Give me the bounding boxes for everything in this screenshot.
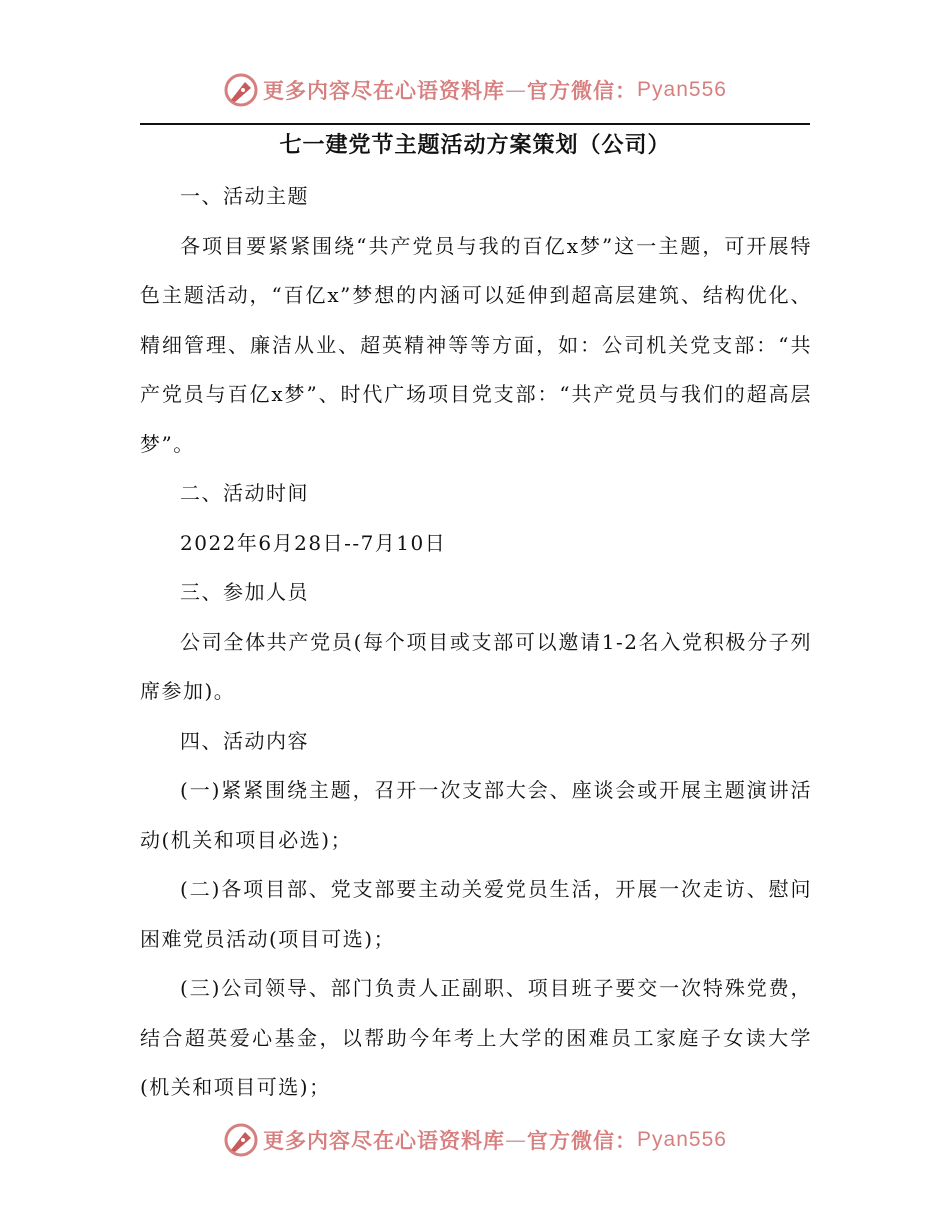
banner-text: 更多内容尽在心语资料库: [263, 79, 506, 103]
header-rule: [140, 123, 810, 125]
body-paragraph: 2022年6月28日--7月10日: [180, 530, 447, 555]
banner-contact-label: 官方微信：: [527, 1129, 638, 1153]
document-body: [140, 172, 812, 1113]
banner-separator: —: [505, 1128, 528, 1152]
pen-nib-circle-logo-icon: [223, 72, 259, 108]
section-heading: 三、参加人员: [180, 580, 309, 604]
body-paragraph: 公司全体共产党员(每个项目或支部可以邀请1-2名入党积极分子列席参加)。: [140, 629, 812, 703]
document-title: 七一建党节主题活动方案策划（公司）: [279, 133, 671, 158]
section-heading: 二、活动时间: [180, 481, 309, 505]
banner-separator: —: [505, 78, 528, 102]
body-paragraph: 各项目要紧紧围绕“共产党员与我的百亿x梦”这一主题，可开展特色主题活动，“百亿x”梦想的内涵可以延伸到超高层建筑、结构优化、精细管理、廉洁从业、超英精神等等方面，如：公司机关党支部：“共产党员与百亿x梦”、时代广场项目党支部：“共产党员与我们的超高层梦”。: [140, 233, 812, 456]
banner-text: 更多内容尽在心语资料库: [263, 1129, 506, 1153]
pen-nib-circle-logo-icon: [223, 1122, 259, 1158]
section-heading: 一、活动主题: [180, 184, 309, 208]
header-banner: [0, 70, 950, 110]
footer-banner: [0, 1120, 950, 1160]
section-heading: 四、活动内容: [180, 728, 309, 753]
banner-contact-label: 官方微信：: [527, 79, 638, 103]
body-paragraph: (三)公司领导、部门负责人正副职、项目班子要交一次特殊党费，结合超英爱心基金，以帮助今年考上大学的困难员工家庭子女读大学(机关和项目可选)；: [140, 976, 812, 1099]
body-paragraph: (一)紧紧围绕主题，召开一次支部大会、座谈会或开展主题演讲活动(机关和项目必选)；: [140, 778, 812, 852]
body-paragraph: (二)各项目部、党支部要主动关爱党员生活，开展一次走访、慰问困难党员活动(项目可选)；: [140, 877, 812, 951]
banner-contact-id: Pyan556: [637, 78, 727, 101]
banner-contact-id: Pyan556: [637, 1128, 727, 1151]
